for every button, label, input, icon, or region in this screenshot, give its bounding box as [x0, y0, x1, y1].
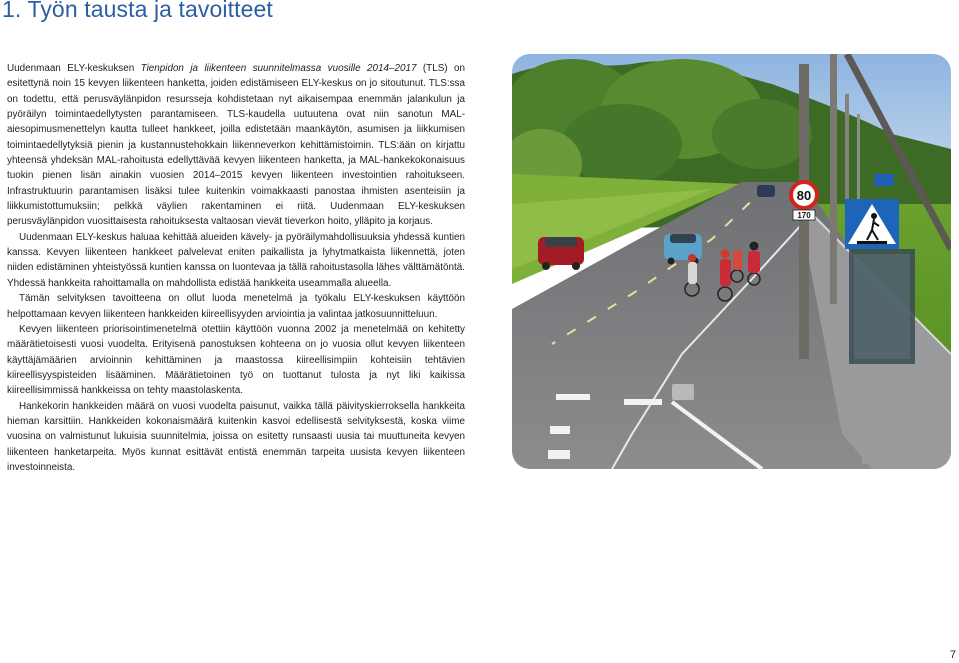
page-number: 7: [949, 649, 956, 661]
blue-car: [664, 234, 702, 265]
direction-sign: [874, 174, 894, 186]
paragraph-1-start: Uudenmaan ELY-keskuksen: [7, 63, 141, 74]
red-car: [538, 237, 584, 270]
paragraph-4: Kevyen liikenteen priorisointimenetelmä otettiin käyttöön vuonna 2002 ja menetelmää on kehitetty määrätietoisesti vuosi vuodelta. Erityisenä panostuksen kohteena on jo vuosia ollut kevyen liikenteen käyttäjämäärien arvioinnin kehittäminen ja maastossa kiireellisimpiin kohteisiin tehtävien kiireellisyyspisteiden lisääminen. Määrätietoinen työ on tuottanut tulosta ja nyt liki kaikissa kiireellisimmissä hankkeissa on tehty maastolaskenta.: [7, 323, 465, 397]
paragraph-5: Hankekorin hankkeiden määrä on vuosi vuodelta paisunut, vaikka tällä päivityskierroksella hankkeita hieman karsittiin. Hankkeiden kokonaismäärä kuitenkin kasvoi edellisestä selvityksestä, koska viime vuosina on valmistunut lukuisia suunnitelmia, joissa on esitetty runsaasti uusia tai muuttuneita kevyen liikenteen hanketarpeita. Myös kunnat esittävät entistä enemmän tarpeita uusista kevyen liikenteen investoinneista.: [7, 400, 465, 473]
paragraph-1-rest: (TLS) on esitettynä noin 15 kevyen liikenteen hanketta, joiden edistämiseen ELY-keskus on jo sitoutunut. TLS:ssa on todettu, että perusväylänpidon resursseja kohdistetaan nyt aikaisempaa enemmän jalankulun ja pyöräilyn toimintaedellytysten parantamiseen. TLS-kaudella uutuutena ovat niin sanotun MAL-aiesopimusmenettelyn kautta tulleet hankkeet, joilla edistetään maankäytön, asumisen ja liikkumisen toimintaedellytyksiä pienin ja kustannustehokkain liikenneverkon kehittämistoimin. TLS:ään on kirjattu yhteensä yhdeksän MAL-rahoitusta edellyttävää kevyen liikenteen hanketta, ja MAL-hankekokonaisuus tuokin pienen lisän ainakin vuosien 2014–2015 kevyen liikenteen investointien rahoitukseen. Infrastruktuurin parantamisen lisäksi tulee kuitenkin voimakkaasti panostaa ihmisten asenteisiin ja liikkumistottumuksiin; pelkkä väylien rakentaminen ei riitä. Uudenmaan ELY-keskuksen perusväylänpidon vuosittaisesta rahoituksesta valtaosan vievät tieverkon hoito, ylläpito ja korjaus.: [7, 63, 465, 228]
speed-limit-value: 80: [796, 188, 812, 203]
bus-shelter: [849, 249, 915, 364]
speed-limit-sign: [791, 182, 817, 220]
paragraph-3: Tämän selvityksen tavoitteena on ollut luoda menetelmä ja työkalu ELY-keskuksen käyttöön helpottamaan kevyen liikenteen hankkeiden kiireellisyyden arviointia ja valintaa jatkosuunnitteluun.: [7, 293, 465, 320]
paragraph-2: Uudenmaan ELY-keskus haluaa kehittää alueiden kävely- ja pyöräilymahdollisuuksia yhdessä kuntien kanssa. Kevyen liikenteen hankkeet palvelevat eniten paikallista ja lyhytmatkaista liikennettä, joten niiden edistäminen yhteistyössä kuntien kanssa on luontevaa ja tällä rahoitustasolla lähes välttämätöntä. Yhdessä hankkeita rahoittamalla on mahdollista edistää hankkeita useammalla alueella.: [7, 231, 465, 289]
page-title: 1. Työn tausta ja tavoitteet: [2, 0, 273, 22]
body-text: [7, 61, 465, 475]
distance-plate-value: 170: [797, 211, 811, 220]
road-cyclists-photo: [512, 54, 951, 469]
distant-car: [757, 185, 775, 197]
plan-title-italic: Tienpidon ja liikenteen suunnitelmassa vuosille 2014–2017: [140, 63, 417, 74]
paragraph-1: [7, 61, 465, 230]
